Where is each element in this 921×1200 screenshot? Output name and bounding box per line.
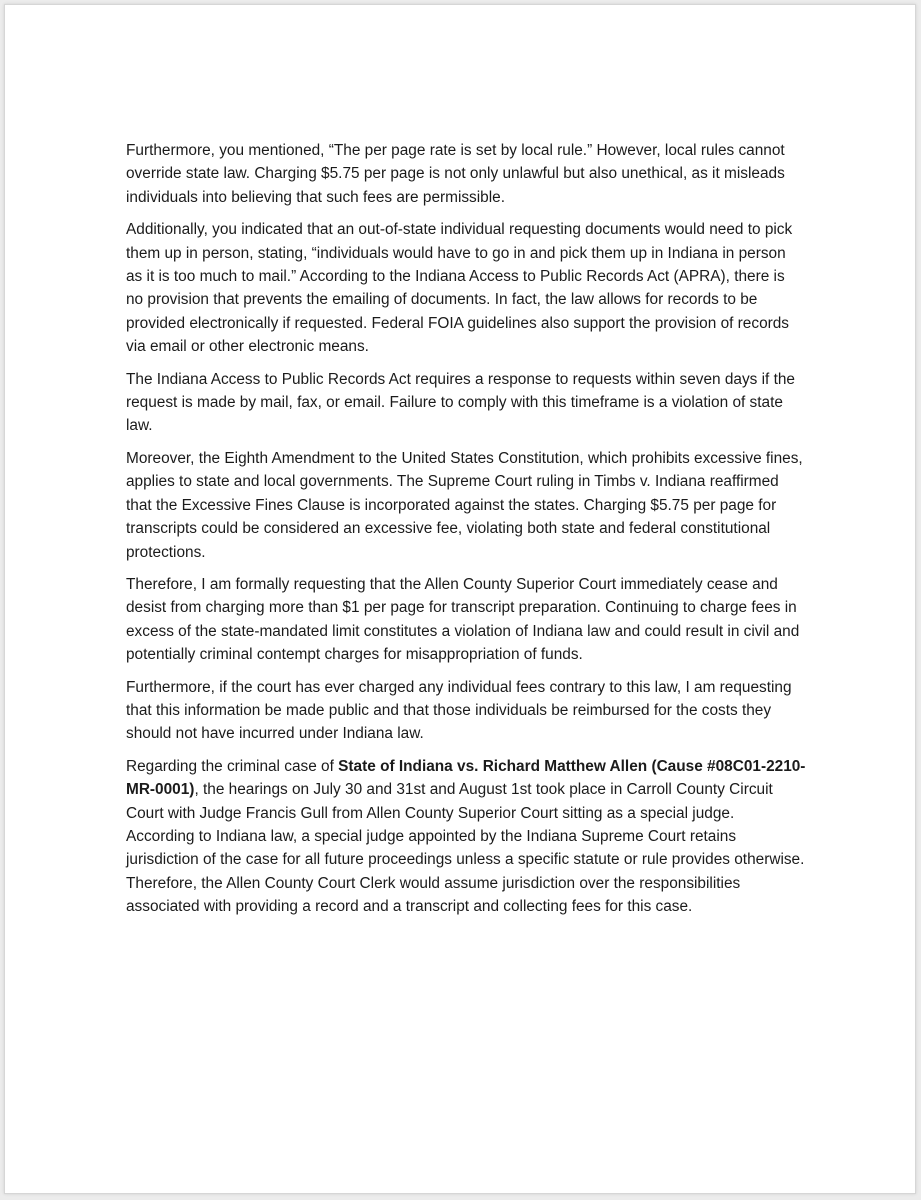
document-page (4, 4, 916, 1194)
letter-body (126, 139, 806, 928)
paragraph-response-timeframe: The Indiana Access to Public Records Act requires a response to requests within seven days if the request is made by mail, fax, or email. Failure to comply with this timeframe is a violation of state law. (126, 370, 795, 435)
paragraph-eighth-amendment: Moreover, the Eighth Amendment to the United States Constitution, which prohibits excessive fines, applies to state and local governments. The Supreme Court ruling in Timbs v. Indiana reaffirmed that the Excessive Fines Clause is incorporated against the states. Charging $5.75 per page for transcripts could be considered an excessive fee, violating both state and federal constitutional protections. (126, 449, 803, 561)
paragraph-pickup-in-person: Additionally, you indicated that an out-of-state individual requesting documents would need to pick them up in person, stating, “individuals would have to go in and pick them up in Indiana in person as it is too much to mail.” According to the Indiana Access to Public Records Act (APRA), there is no provision that prevents the emailing of documents. In fact, the law allows for records to be provided electronically if requested. Federal FOIA guidelines also support the provision of records via email or other electronic means. (126, 221, 793, 356)
paragraph-reimbursement: Furthermore, if the court has ever charged any individual fees contrary to this law, I am requesting that this information be made public and that those individuals be reimbursed for the costs they should not have incurred under Indiana law. (126, 678, 792, 743)
case-intro-text: Regarding the criminal case of (126, 757, 339, 775)
case-name: State of Indiana vs. Richard Matthew Allen (Cause #08C01-2210-MR-0001) (126, 757, 806, 799)
paragraph-local-rule: Furthermore, you mentioned, “The per page rate is set by local rule.” However, local rules cannot override state law. Charging $5.75 per page is not only unlawful but also unethical, as it misleads individuals into believing that such fees are permissible. (126, 142, 785, 206)
paragraph-cease-and-desist: Therefore, I am formally requesting that the Allen County Superior Court immediately cease and desist from charging more than $1 per page for transcript preparation. Continuing to charge fees in excess of the state-mandated limit constitutes a violation of Indiana law and could result in civil and potentially criminal contempt charges for misappropriation of funds. (126, 575, 800, 664)
paragraph-criminal-case (126, 755, 806, 919)
case-details-text: , the hearings on July 30 and 31st and August 1st took place in Carroll County Circuit Court with Judge Francis Gull from Allen County Superior Court sitting as a special judge. According to Indiana law, a special judge appointed by the Indiana Supreme Court retains jurisdiction of the case for all future proceedings unless a specific statute or rule provides otherwise. Therefore, the Allen County Court Clerk would assume jurisdiction over the responsibilities associated with providing a record and a transcript and collecting fees for this case. (126, 781, 805, 916)
